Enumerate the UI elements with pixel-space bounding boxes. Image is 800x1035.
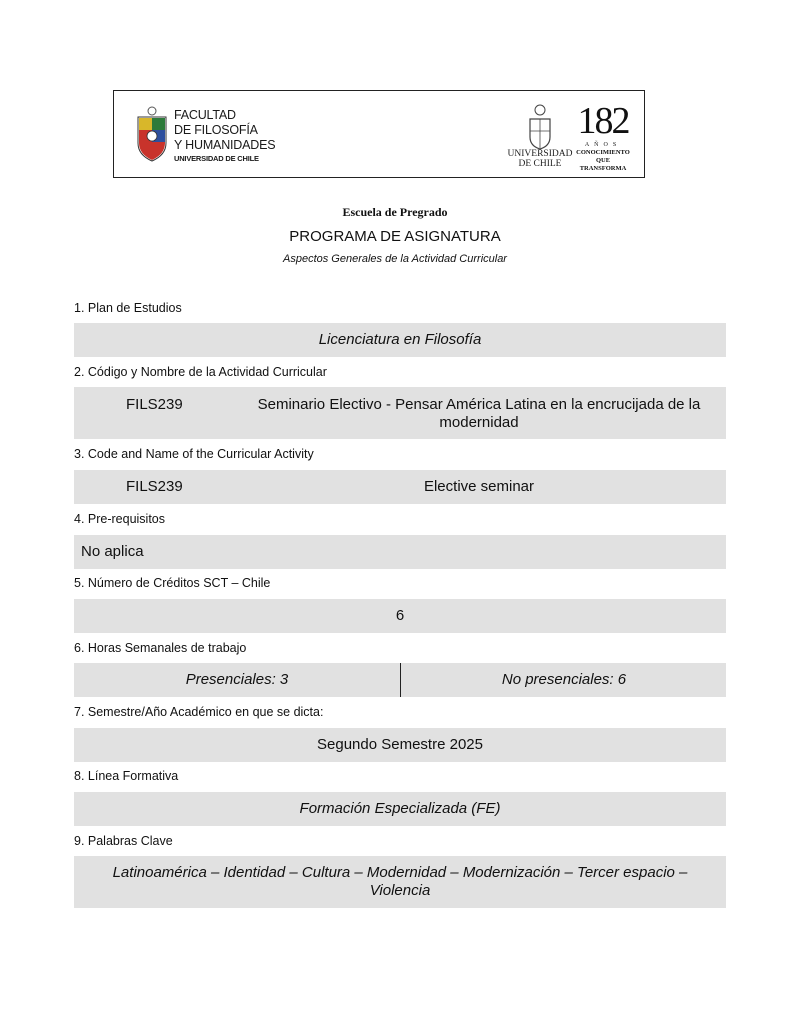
activity-name-line1: Seminario Electivo - Pensar América Latina en la encrucijada de la	[257, 396, 701, 413]
keywords-line2: Violencia	[369, 882, 431, 899]
anniversary-number: 182	[577, 100, 629, 142]
anniversary-lema2: QUE TRANSFORMA	[579, 157, 627, 172]
section-2-label: 2. Código y Nombre de la Actividad Curricular	[74, 365, 327, 379]
uchile-line1: UNIVERSIDAD	[507, 149, 573, 159]
plan-de-estudios-value: Licenciatura en Filosofía	[318, 331, 482, 348]
prerequisites-value: No aplica	[81, 543, 144, 560]
section-3-value	[74, 470, 726, 504]
school-title: Escuela de Pregrado	[342, 205, 448, 219]
faculty-shield-logo	[134, 105, 170, 163]
section-8-label: 8. Línea Formativa	[74, 769, 179, 783]
universidad-de-chile-seal	[526, 103, 554, 151]
semester-value: Segundo Semestre 2025	[317, 736, 483, 753]
anniversary-lema1: CONOCIMIENTO	[576, 149, 630, 156]
section-4-value	[74, 535, 726, 569]
section-1-value	[74, 323, 726, 357]
presencial-hours: Presenciales: 3	[185, 671, 289, 688]
document-header	[113, 90, 645, 178]
universidad-de-chile-text	[502, 149, 578, 169]
faculty-line4: UNIVERSIDAD DE CHILE	[174, 154, 259, 163]
section-1-label: 1. Plan de Estudios	[74, 301, 182, 315]
credits-value: 6	[395, 607, 405, 624]
anniversary-word: AÑOS	[584, 142, 622, 148]
section-3-label: 3. Code and Name of the Curricular Activity	[74, 447, 314, 461]
section-7-label: 7. Semestre/Año Académico en que se dicta:	[74, 705, 324, 719]
section-6-label: 6. Horas Semanales de trabajo	[74, 641, 247, 655]
activity-name	[242, 396, 716, 432]
anniversary-logo	[572, 101, 634, 173]
faculty-line2: DE FILOSOFÍA	[174, 123, 258, 137]
keywords-line1: Latinoamérica – Identidad – Cultura – Modernidad – Modernización – Tercer espacio –	[112, 864, 688, 881]
aspects-subtitle: Aspectos Generales de la Actividad Curricular	[283, 253, 507, 265]
section-4-label: 4. Pre-requisitos	[74, 512, 166, 526]
section-6-value	[74, 663, 726, 697]
linea-formativa-value: Formación Especializada (FE)	[299, 800, 501, 817]
uchile-line2: DE CHILE	[518, 159, 562, 169]
activity-code: FILS239	[126, 396, 183, 413]
section-7-value	[74, 728, 726, 762]
section-5-value	[74, 599, 726, 633]
faculty-line3: Y HUMANIDADES	[174, 138, 276, 152]
section-9-value	[74, 856, 726, 908]
no-presencial-hours: No presenciales: 6	[501, 671, 627, 688]
section-9-label: 9. Palabras Clave	[74, 834, 173, 848]
faculty-line1: FACULTAD	[174, 108, 236, 122]
section-8-value	[74, 792, 726, 826]
section-5-label: 5. Número de Créditos SCT – Chile	[74, 576, 271, 590]
program-title: PROGRAMA DE ASIGNATURA	[289, 228, 501, 245]
activity-name-line2: modernidad	[439, 414, 519, 431]
faculty-name	[174, 108, 275, 165]
activity-name-en: Elective seminar	[423, 478, 535, 495]
section-2-value	[74, 387, 726, 439]
activity-code-en: FILS239	[126, 478, 183, 495]
